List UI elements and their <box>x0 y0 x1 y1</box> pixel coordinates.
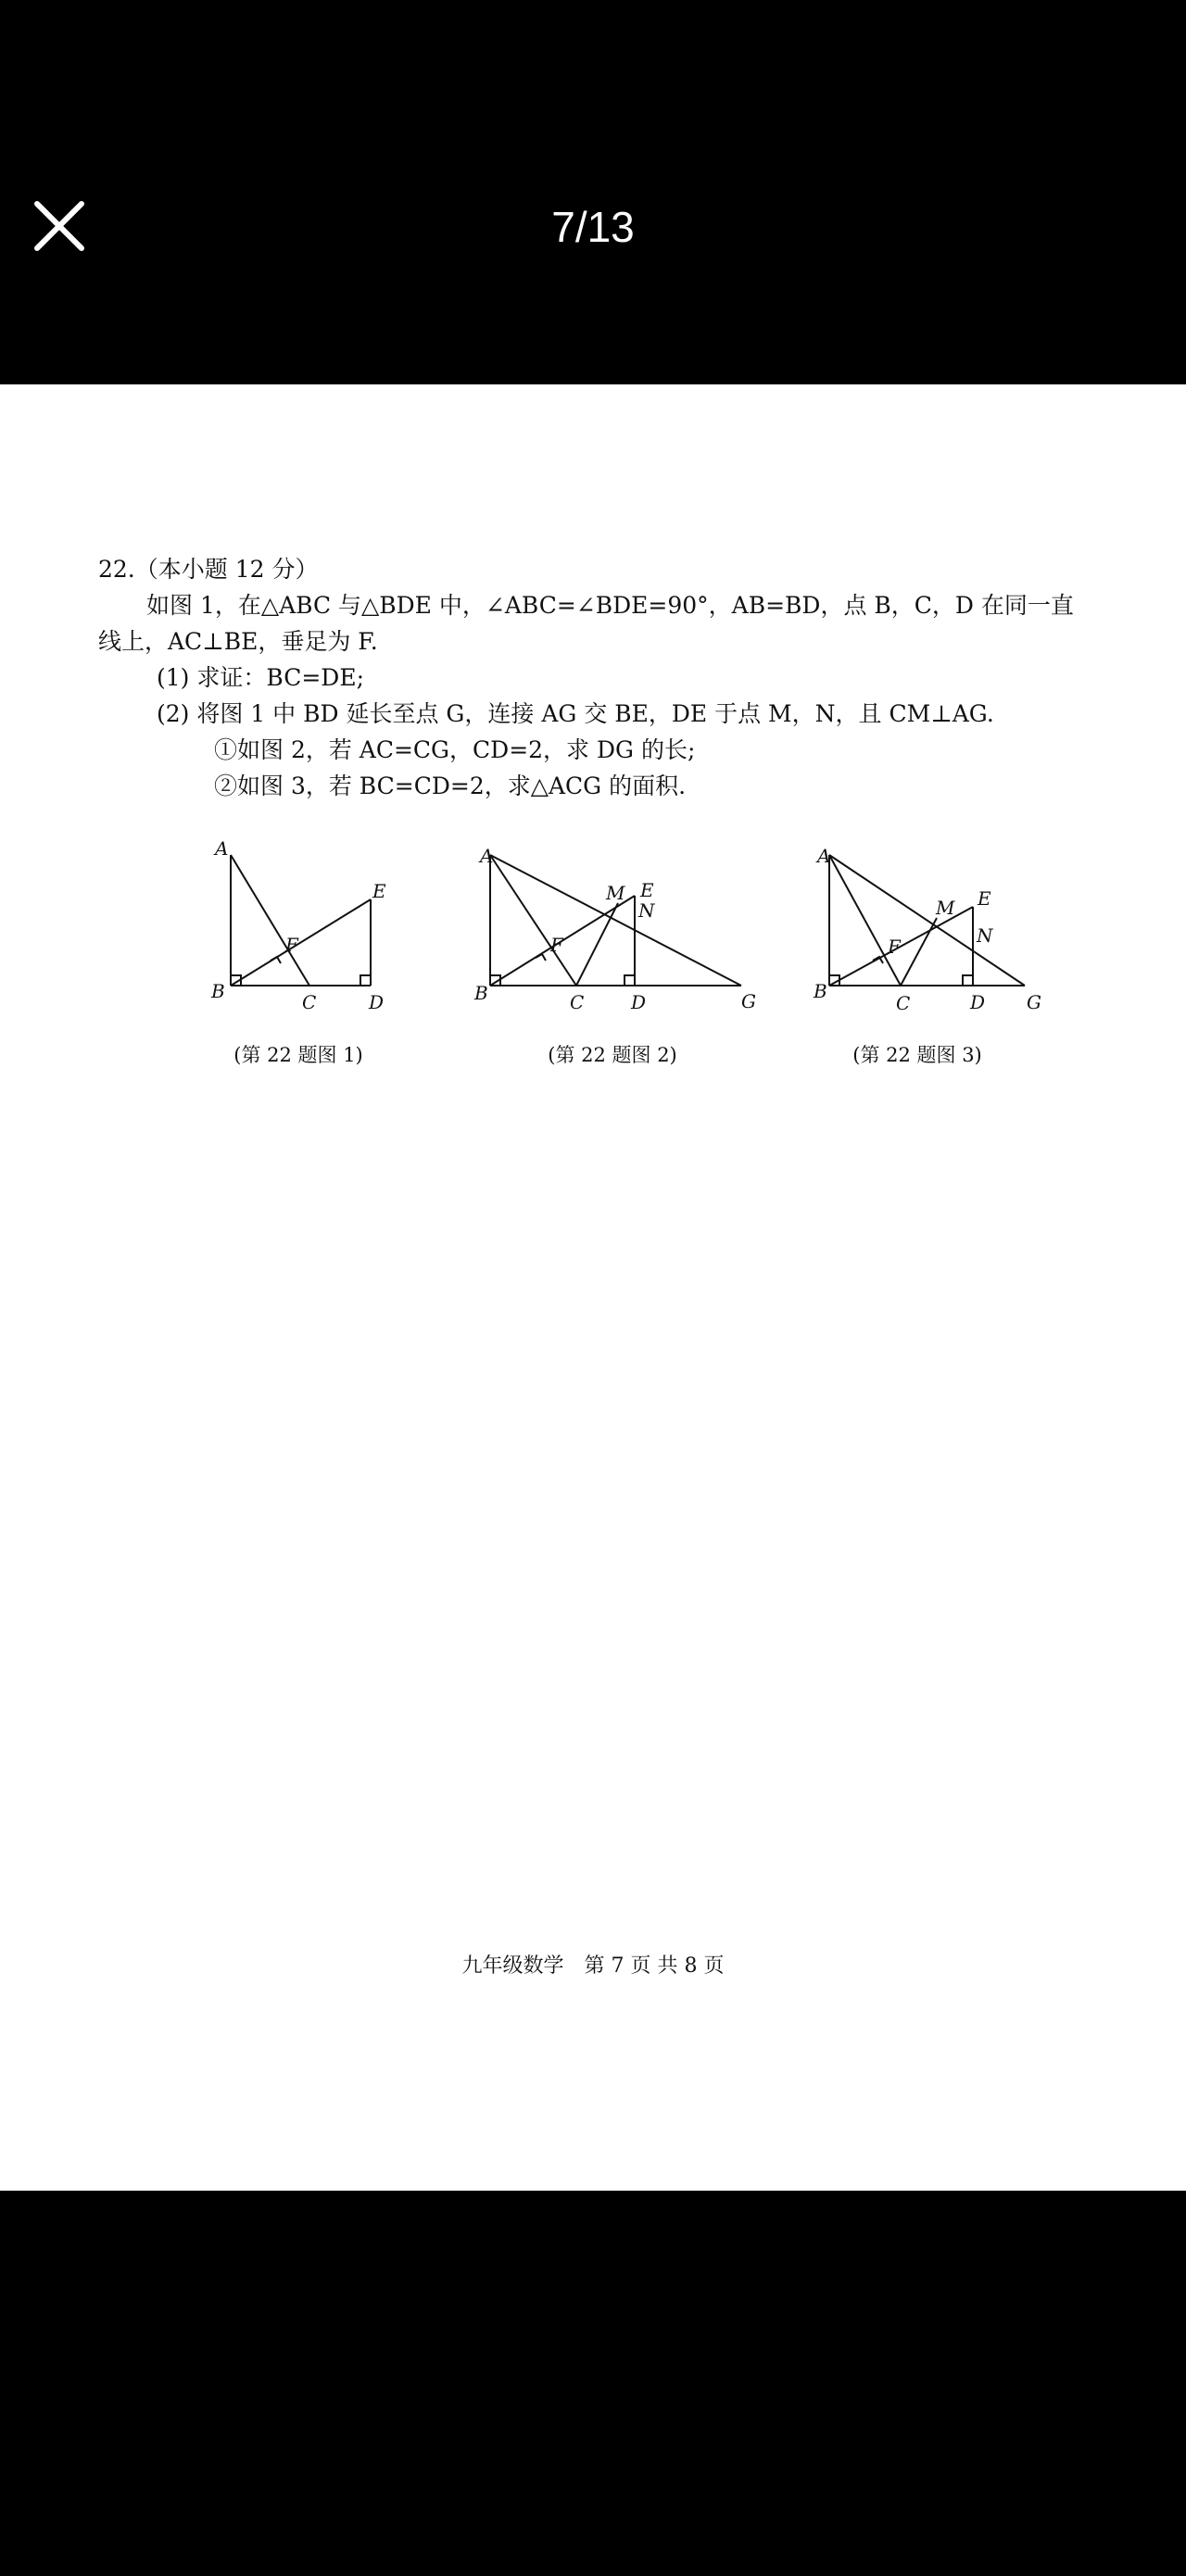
fig2-label-e: E <box>640 879 654 901</box>
question-text-line2: 线上，AC⊥BE，垂足为 F. <box>98 628 378 655</box>
figure-3-diagram <box>806 827 1056 1012</box>
question-part2: (2) 将图 1 中 BD 延长至点 G，连接 AG 交 BE，DE 于点 M，N，且 CM⊥AG. <box>157 700 994 727</box>
fig3-label-b: B <box>814 980 827 1002</box>
question-text-line1: 如图 1，在△ABC 与△BDE 中，∠ABC=∠BDE=90°，AB=BD，点 B，C，D 在同一直 <box>146 592 1074 619</box>
question-part1: (1) 求证：BC=DE; <box>157 664 364 691</box>
fig1-label-d: D <box>369 991 385 1012</box>
figure-1-caption: (第 22 题图 1) <box>233 1044 363 1066</box>
fig2-label-g: G <box>741 990 756 1012</box>
fig1-label-f: F <box>285 934 298 956</box>
page-footer: 九年级数学 第 7 页 共 8 页 <box>461 1954 725 1978</box>
question-part2a: ①如图 2，若 AC=CG，CD=2，求 DG 的长; <box>214 736 696 763</box>
fig3-label-f: F <box>888 936 901 958</box>
fig3-label-c: C <box>896 992 911 1012</box>
figure-3-caption: (第 22 题图 3) <box>852 1044 982 1066</box>
fig2-label-f: F <box>550 934 563 956</box>
viewer-bottom-bar <box>0 2191 1186 2576</box>
fig3-label-n: N <box>977 924 993 947</box>
fig1-label-e: E <box>372 880 386 902</box>
figure-1-diagram <box>206 827 410 1012</box>
figure-3 <box>806 827 1056 1012</box>
figure-2-diagram <box>467 827 763 1012</box>
question-22 <box>98 551 1099 804</box>
fig2-label-b: B <box>474 982 488 1004</box>
fig3-label-d: D <box>970 991 986 1012</box>
fig1-label-b: B <box>211 980 225 1002</box>
fig2-label-d: D <box>631 991 647 1012</box>
figure-2-caption: (第 22 题图 2) <box>548 1044 677 1066</box>
fig2-label-a: A <box>480 845 494 867</box>
fig3-label-e: E <box>978 887 991 910</box>
figure-1 <box>206 827 410 1012</box>
fig1-label-a: A <box>215 837 229 860</box>
fig1-label-c: C <box>302 991 317 1012</box>
fig2-label-c: C <box>570 991 585 1012</box>
fig3-label-a: A <box>817 845 831 867</box>
fig3-label-g: G <box>1027 991 1041 1012</box>
page-counter: 7/13 <box>551 203 635 251</box>
document-page <box>0 384 1186 2191</box>
fig3-label-m: M <box>936 897 955 919</box>
figure-2 <box>467 827 763 1012</box>
fig2-label-n: N <box>638 899 655 922</box>
fig2-label-m: M <box>606 882 625 904</box>
question-header: 22.（本小题 12 分） <box>98 556 319 583</box>
viewer-top-bar <box>0 0 1186 384</box>
question-part2b: ②如图 3，若 BC=CD=2，求△ACG 的面积. <box>214 773 687 799</box>
